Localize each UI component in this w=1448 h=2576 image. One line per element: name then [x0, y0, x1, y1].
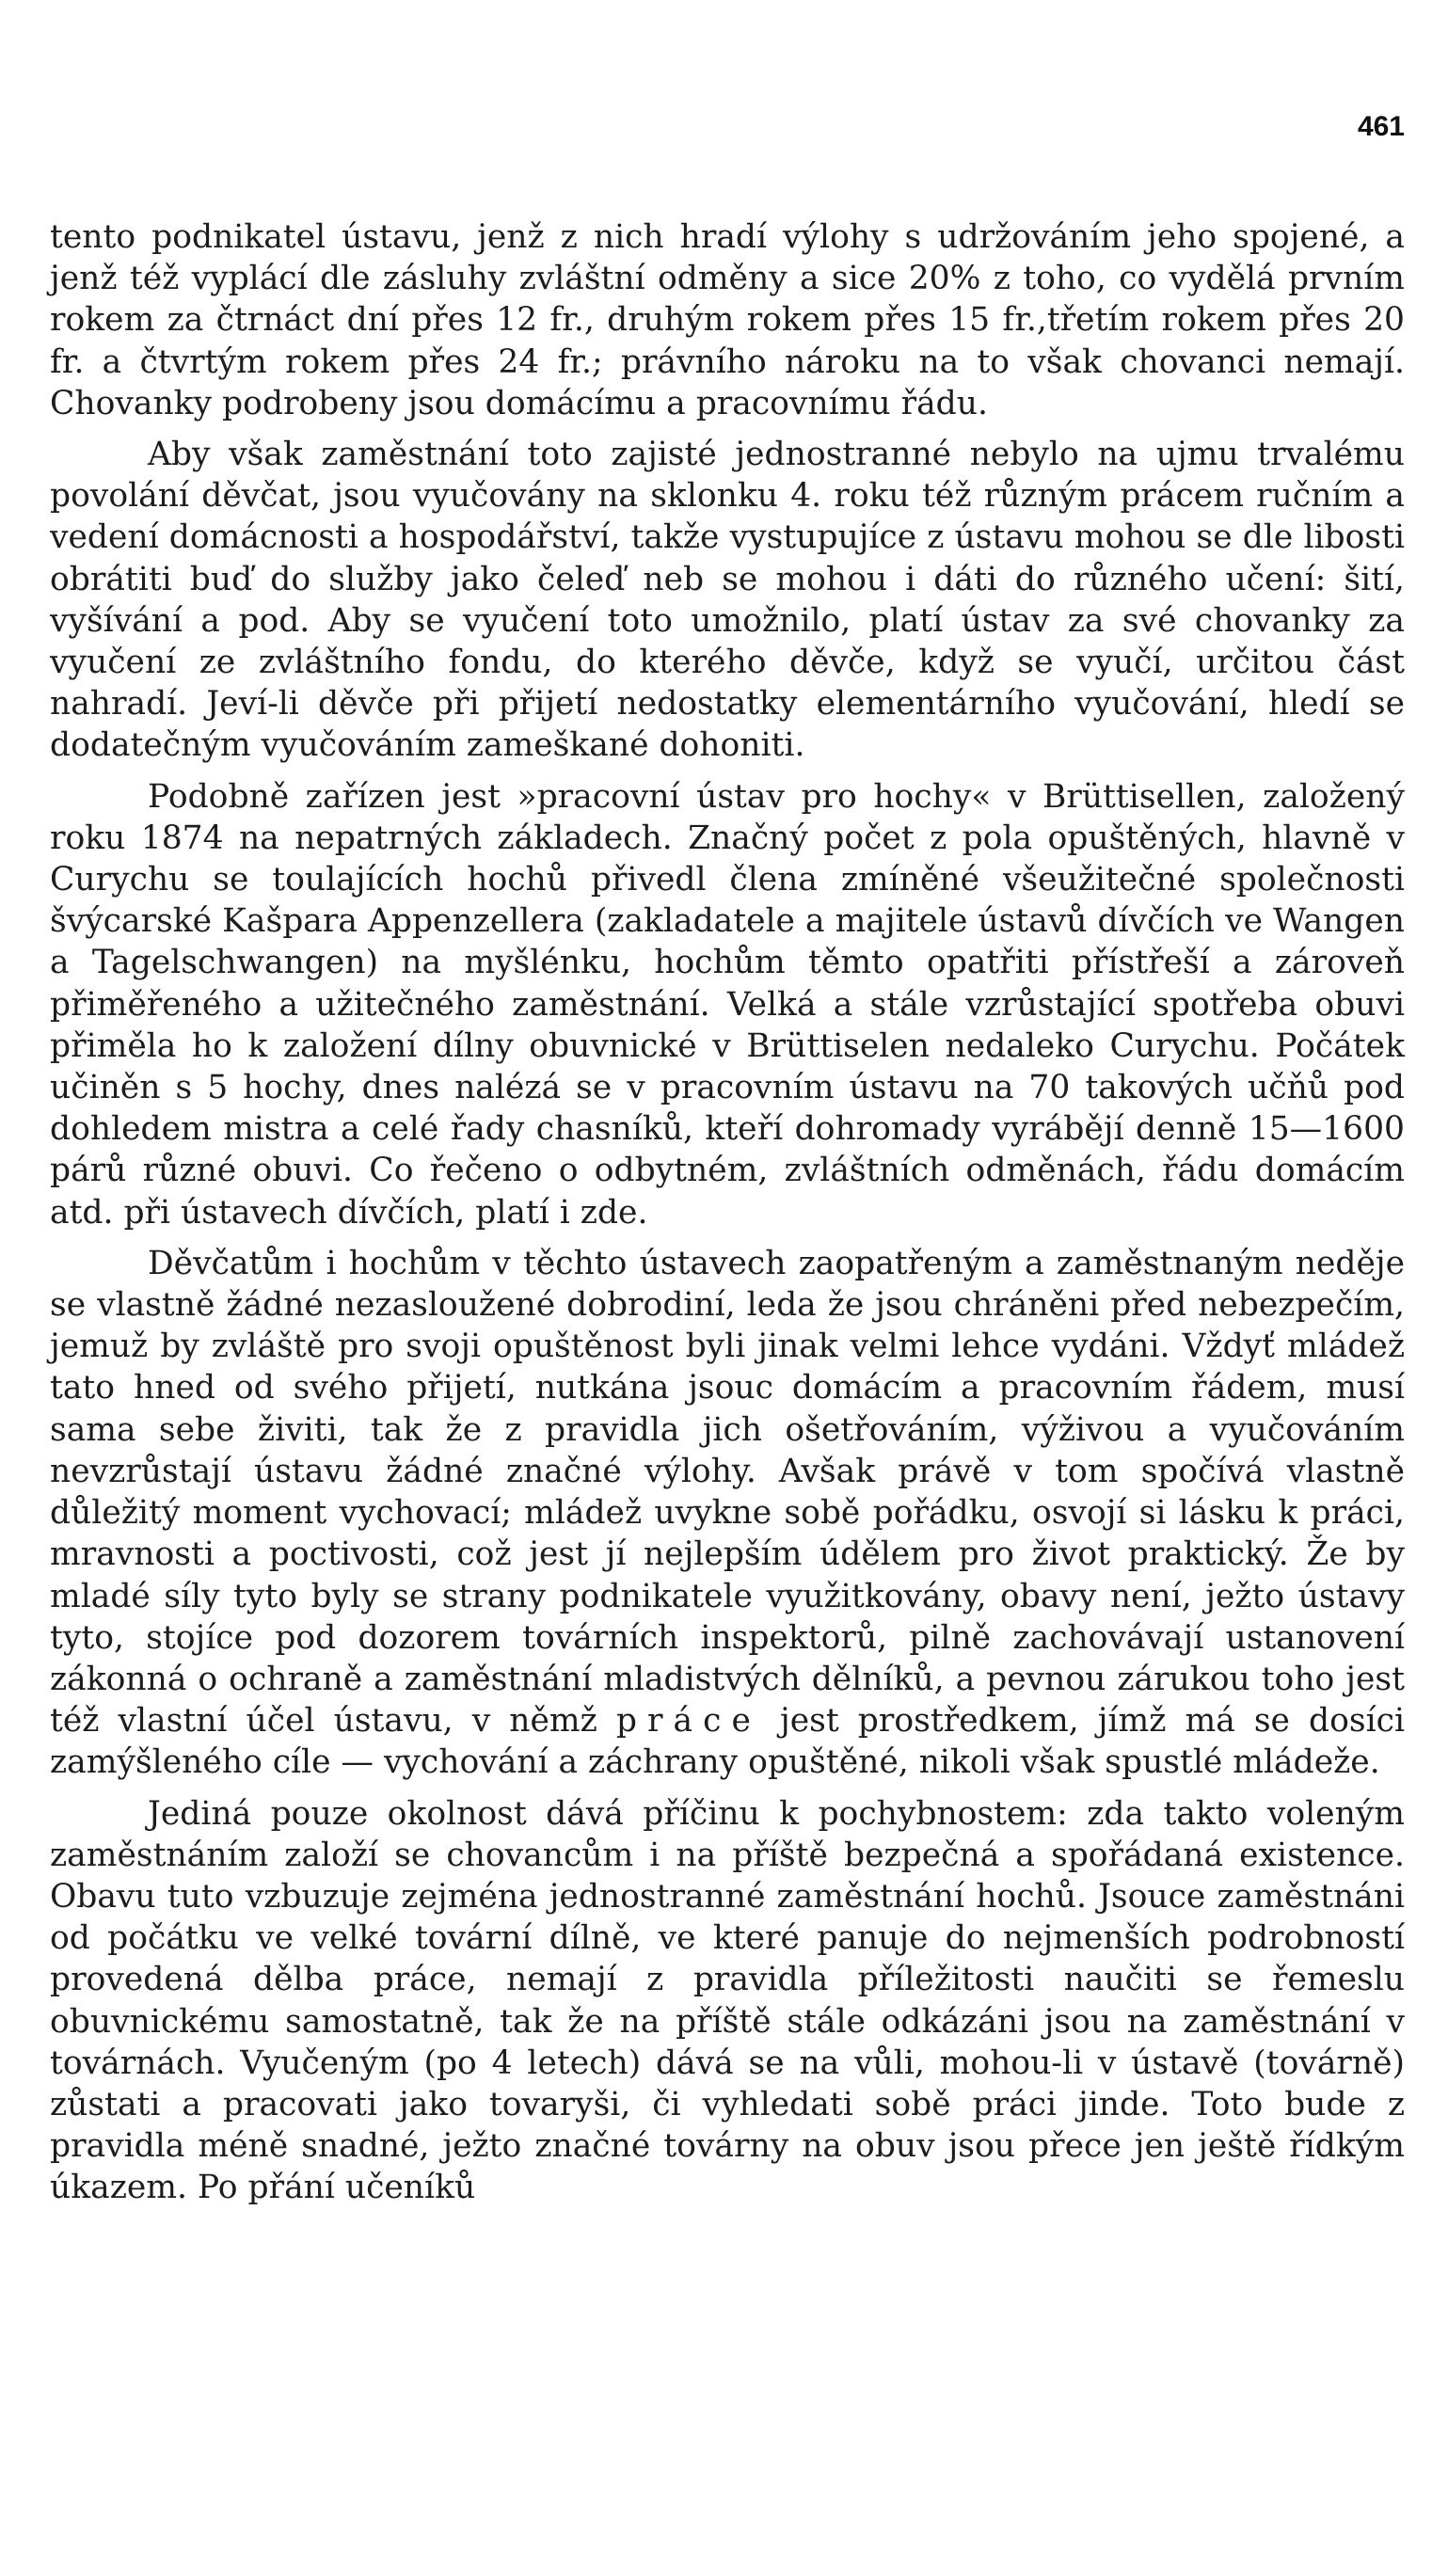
paragraph-4-after: jest prostředkem, jímž má se dosíci zamýšleného cíle — vychování a záchrany opuštěné, nikoli však spustlé mládeže.	[50, 1702, 1405, 1782]
paragraph-4-emphasis: práce	[615, 1702, 761, 1741]
paragraph-1: tento podnikatel ústavu, jenž z nich hradí výlohy s udržováním jeho spojené, a jenž též vyplácí dle zásluhy zvláštní odměny a sice 20% z toho, co vydělá prvním rokem za čtrnáct dní přes 12 fr., druhým rokem přes 15 fr.,třetím rokem přes 20 fr. a čtvrtým rokem přes 24 fr.; právního nároku na to však chovanci nemají. Chovanky podrobeny jsou domácímu a pracovnímu řádu.	[50, 218, 1405, 422]
paragraph-3: Podobně zařízen jest »pracovní ústav pro hochy« v Brüttisellen, založený roku 1874 na nepatrných základech. Značný počet z pola opuštěných, hlavně v Curychu se toulajících hochů přivedl člena zmíněné všeužitečné společnosti švýcarské Kašpara Appenzellera (zakladatele a majitele ústavů dívčích ve Wangen a Tagelschwangen) na myšlénku, hochům těmto opatřiti přístřeší a zároveň přiměřeného a užitečného zaměstnání. Velká a stále vzrůstající spotřeba obuvi přiměla ho k založení dílny obuvnické v Brüttiselen nedaleko Curychu. Počátek učiněn s 5 hochy, dnes nalézá se v pracovním ústavu na 70 takových učňů pod dohledem mistra a celé řady chasníků, kteří dohromady vyrábějí denně 15—1600 párů různé obuvi. Co řečeno o odbytném, zvláštních odměnách, řádu domácím atd. při ústavech dívčích, platí i zde.	[50, 777, 1405, 1232]
paragraph-4	[50, 1243, 1405, 1784]
paragraph-2: Aby však zaměstnání toto zajisté jednostranné nebylo na ujmu trvalému povolání děvčat, jsou vyučovány na sklonku 4. roku též různým prácem ručním a vedení domácnosti a hospodářství, takže vystupujíce z ústavu mohou se dle libosti obrátiti buď do služby jako čeleď neb se mohou i dáti do různého učení: šití, vyšívání a pod. Aby se vyučení toto umožnilo, platí ústav za své chovanky za vyučení ze zvláštního fondu, do kterého děvče, když se vyučí, určitou část nahradí. Jeví-li děvče při přijetí nedostatky elementárního vyučování, hledí se dodatečným vyučováním zameškané dohoniti.	[50, 436, 1405, 765]
page-number: 461	[1357, 111, 1405, 142]
paragraph-4-before: Děvčatům i hochům v těchto ústavech zaopatřeným a zaměstnaným neděje se vlastně žádné nezasloužené dobrodiní, leda že jsou chráněni před nebezpečím, jemuž by zvláště pro svoji opuštěnost byli jinak velmi lehce vydáni. Vždyť mládež tato hned od svého přijetí, nutkána jsouc domácím a pracovním řádem, musí sama sebe živiti, tak že z pravidla jich ošetřováním, výživou a vyučováním nevzrůstají ústavu žádné značné výlohy. Avšak právě v tom spočívá vlastně důležitý moment vychovací; mládež uvykne sobě pořádku, osvojí si lásku k práci, mravnosti a poctivosti, což jest jí nejlepším údělem pro život praktický. Že by mladé síly tyto byly se strany podnikatele využitkovány, obavy není, ježto ústavy tyto, stojíce pod dozorem továrních inspektorů, pilně zachovávají ustanovení zákonná o ochraně a zaměstnání mladistvých dělníků, a pevnou zárukou toho jest též vlastní účel ústavu, v němž	[50, 1244, 1405, 1741]
paragraph-5: Jediná pouze okolnost dává příčinu k pochybnostem: zda takto voleným zaměstnáním založí se chovancům i na příště bezpečná a spořádaná existence. Obavu tuto vzbuzuje zejména jednostranné zaměstnání hochů. Jsouce zaměstnáni od počátku ve velké tovární dílně, ve které panuje do nejmenších podrobností provedená dělba práce, nemají z pravidla příležitosti naučiti se řemeslu obuvnickému samostatně, tak že na příště stále odkázáni jsou na zaměstnání v továrnách. Vyučeným (po 4 letech) dává se na vůli, mohou-li v ústavě (továrně) zůstati a pracovati jako tovaryši, či vyhledati sobě práci jinde. Toto bude z pravidla méně snadné, ježto značné továrny na obuv jsou přece jen ještě řídkým úkazem. Po přání učeníků	[50, 1794, 1405, 2207]
text-body	[50, 216, 1405, 2218]
